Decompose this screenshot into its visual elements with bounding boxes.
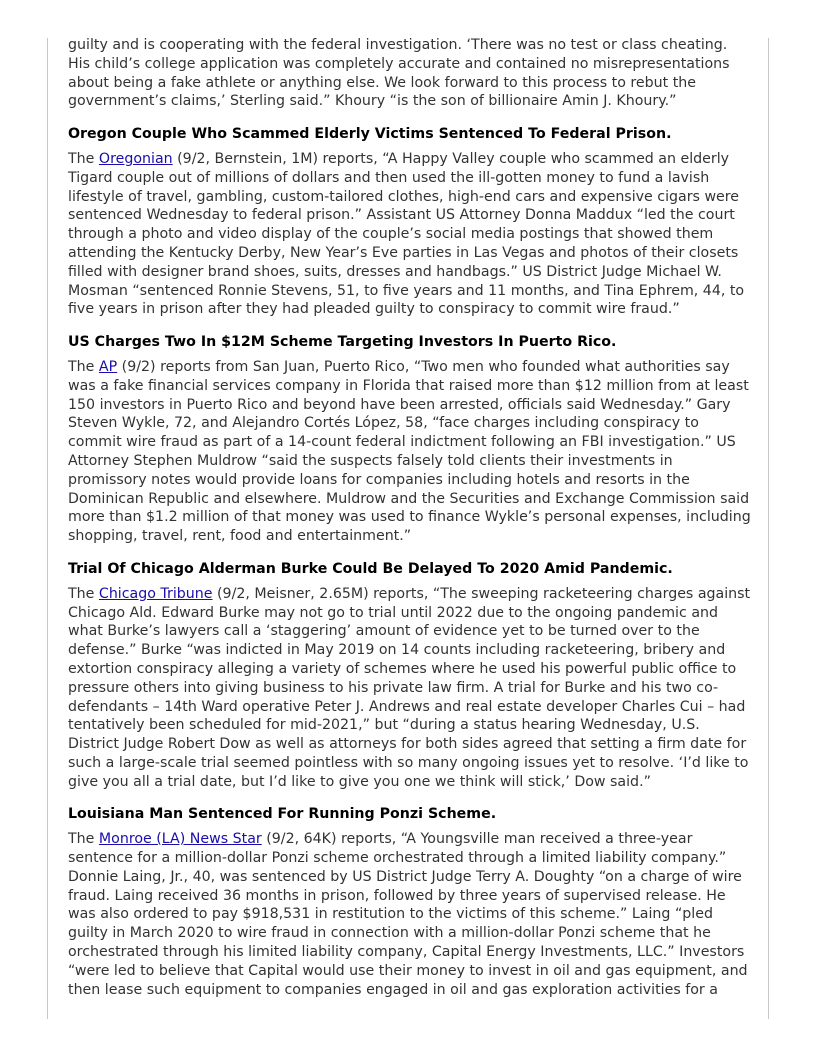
- article-lead: The: [68, 585, 99, 602]
- article-headline: Oregon Couple Who Scammed Elderly Victims Sentenced To Federal Prison.: [68, 126, 672, 143]
- article-paragraph: [68, 358, 752, 546]
- article-oregon-couple: [68, 125, 752, 319]
- source-link-chicago-tribune[interactable]: Chicago Tribune: [98, 585, 213, 602]
- source-link-monroe-news-star[interactable]: Monroe (LA) News Star: [98, 831, 262, 848]
- article-paragraph: [68, 150, 752, 319]
- continued-story: [68, 36, 752, 111]
- article-louisiana-ponzi: [68, 805, 752, 999]
- article-body: (9/2, 64K) reports, “A Youngsville man received a three-year sentence for a million-dollar Ponzi scheme orchestrated through a limited liability company.” Donnie Laing, Jr., 40, was sentenced by US District Judge Terry A. Doughty “on a charge of wire fraud. Laing received 36 months in prison, followed by three years of supervised release. He was also ordered to pay $918,531 in restitution to the victims of this scheme.” Laing “pled guilty in March 2020 to wire fraud in connection with a million-dollar Ponzi scheme that he orchestrated through his limited liability company, Capital Energy Investments, LLC.” Investors “were led to believe that Capital would use their money to invest in oil and gas equipment, and then lease such equipment to companies engaged in oil and gas exploration activities for a: [68, 831, 748, 998]
- article-lead: The: [68, 358, 99, 375]
- article-paragraph: [68, 830, 752, 999]
- left-margin-rule: [47, 38, 48, 1019]
- newsletter-content: [68, 36, 752, 1013]
- article-headline: US Charges Two In $12M Scheme Targeting Investors In Puerto Rico.: [68, 334, 617, 351]
- article-lead: The: [68, 150, 99, 167]
- article-body: (9/2) reports from San Juan, Puerto Rico, “Two men who founded what authorities say was a fake financial services company in Florida that raised more than $12 million from at least 150 investors in Puerto Rico and beyond have been arrested, officials said Wednesday.” Gary Steven Wykle, 72, and Alejandro Cortés López, 58, “face charges including conspiracy to commit wire fraud as part of a 14-count federal indictment following an FBI investigation.” US Attorney Stephen Muldrow “said the suspects falsely told clients their investments in promissory notes would provide loans for companies including hotels and resorts in the Dominican Republic and elsewhere. Muldrow and the Securities and Exchange Commission said more than $1.2 million of that money was used to finance Wykle’s personal expenses, including shopping, travel, rent, food and entertainment.”: [68, 358, 751, 545]
- article-body: (9/2, Meisner, 2.65M) reports, “The sweeping racketeering charges against Chicago Ald. Edward Burke may not go to trial until 2022 due to the ongoing pandemic and what Burke’s lawyers call a ‘staggering’ amount of evidence yet to be turned over to the defense.” Burke “was indicted in May 2019 on 14 counts including racketeering, bribery and extortion conspiracy alleging a variety of schemes where he used his powerful public office to pressure others into giving business to his private law firm. A trial for Burke and his two co-defendants – 14th Ward operative Peter J. Andrews and real estate developer Charles Cui – had tentatively been scheduled for mid-2021,” but “during a status hearing Wednesday, U.S. District Judge Robert Dow as well as attorneys for both sides agreed that setting a firm date for such a large-scale trial seemed pointless with so many ongoing issues yet to resolve. ‘I’d like to give you all a trial date, but I’d like to give you one we think will stick,’ Dow said.”: [68, 585, 751, 790]
- article-lead: The: [68, 831, 99, 848]
- source-link-oregonian[interactable]: Oregonian: [98, 150, 173, 167]
- source-link-ap[interactable]: AP: [98, 358, 118, 375]
- continued-paragraph: guilty and is cooperating with the federal investigation. ‘There was no test or class cheating. His child’s college application was completely accurate and contained no misrepresentations about being a fake athlete or anything else. We look forward to this process to rebut the government’s claims,’ Sterling said.” Khoury “is the son of billionaire Amin J. Khoury.”: [68, 37, 730, 110]
- right-margin-rule: [768, 38, 769, 1019]
- article-burke-trial: [68, 560, 752, 792]
- article-puerto-rico-scheme: [68, 333, 752, 546]
- article-body: (9/2, Bernstein, 1M) reports, “A Happy Valley couple who scammed an elderly Tigard couple out of millions of dollars and then used the ill-gotten money to fund a lavish lifestyle of travel, gambling, custom-tailored clothes, high-end cars and expensive cigars were sentenced Wednesday to federal prison.” Assistant US Attorney Donna Maddux “led the court through a photo and video display of the couple’s social media postings that showed them attending the Kentucky Derby, New Year’s Eve parties in Las Vegas and photos of their closets filled with designer brand shoes, suits, dresses and handbags.” US District Judge Michael W. Mosman “sentenced Ronnie Stevens, 51, to five years and 11 months, and Tina Ephrem, 44, to five years in prison after they had pleaded guilty to conspiracy to commit wire fraud.”: [68, 150, 745, 318]
- article-headline: Trial Of Chicago Alderman Burke Could Be Delayed To 2020 Amid Pandemic.: [68, 560, 673, 577]
- article-paragraph: [68, 585, 752, 792]
- article-headline: Louisiana Man Sentenced For Running Ponzi Scheme.: [68, 806, 497, 823]
